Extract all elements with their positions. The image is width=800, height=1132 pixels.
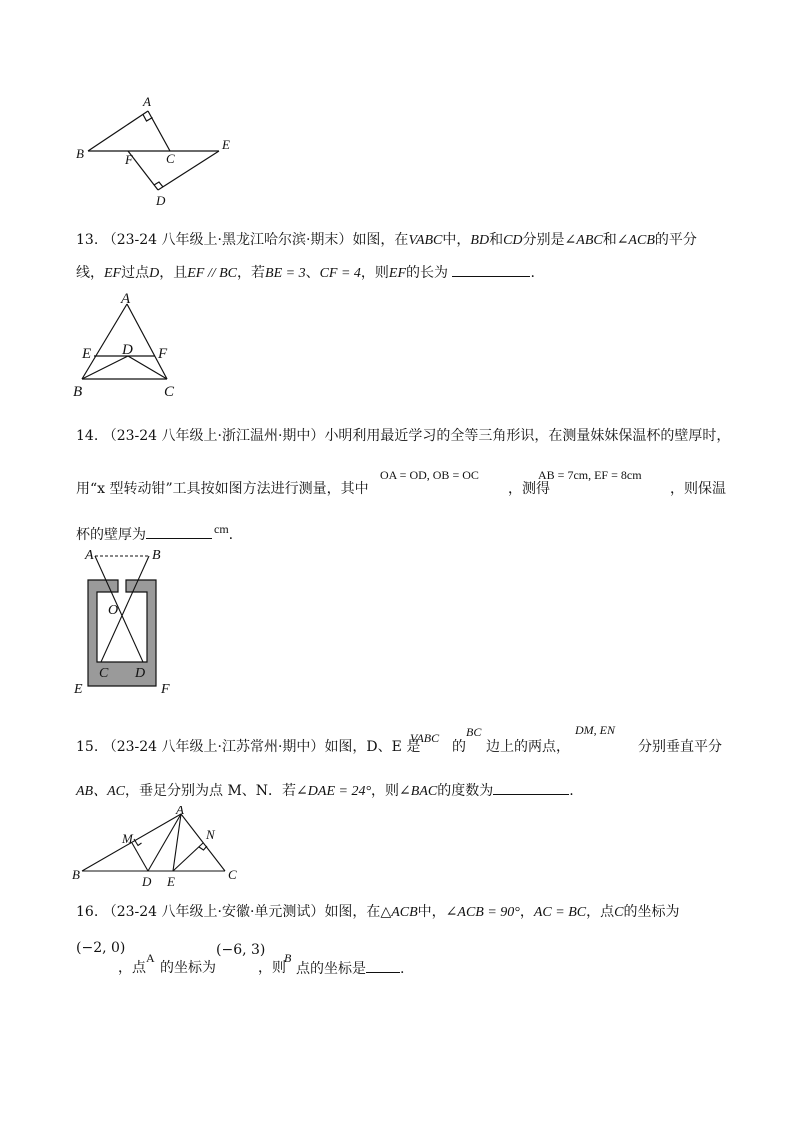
question-13-line2: 线，EF过点D，且EF // BC，若BE = 3、CF = 4，则EF的长为 .: [76, 262, 535, 284]
figure-q12: [70, 90, 250, 215]
question-number: 13.: [76, 232, 99, 248]
question-14-line3: 杯的壁厚为 cm.: [76, 522, 234, 543]
label-b: B: [76, 146, 84, 161]
figure-q15: [70, 806, 250, 888]
figure-q14: [72, 546, 192, 698]
question-15-two-points: 边上的两点，: [486, 739, 570, 755]
label-b: B: [72, 867, 80, 882]
question-16-line1: 16. （23-24 八年级上·安徽·单元测试）如图，在△ACB中，∠ACB = 90°，AC = BC，点C的坐标为: [76, 904, 680, 920]
label-f: F: [158, 346, 168, 362]
question-16-c-coord: (−2, 0): [76, 940, 126, 956]
question-number: 14.: [76, 428, 99, 444]
label-e: E: [74, 682, 83, 697]
question-16-line2: ，点: [118, 960, 146, 976]
label-e: E: [82, 346, 92, 362]
question-15-de: 的: [452, 739, 466, 755]
question-number: 16.: [76, 904, 99, 920]
label-e: E: [167, 874, 175, 888]
label-o: O: [108, 603, 119, 618]
question-number: 15.: [76, 739, 99, 755]
question-13-line1: 13. （23-24 八年级上·黑龙江哈尔滨·期末）如图，在VABC中，BD和CD分别是∠ABC和∠ACB的平分: [76, 232, 697, 248]
label-d: D: [135, 666, 146, 681]
question-15-perp: 分别垂直平分: [638, 739, 722, 755]
side-bc: BC: [466, 725, 482, 739]
point-a: A: [146, 951, 155, 965]
label-f: F: [161, 682, 170, 697]
question-14-measured: ，测得: [508, 481, 550, 497]
answer-blank[interactable]: [146, 524, 212, 539]
point-b: B: [284, 951, 292, 965]
label-a: A: [85, 548, 94, 563]
label-d: D: [142, 874, 152, 888]
label-f: F: [125, 152, 133, 167]
question-14-condition-1: OA = OD, OB = OC: [380, 468, 479, 482]
label-c: C: [228, 867, 237, 882]
question-source: （23-24 八年级上·浙江温州·期中）: [102, 428, 325, 444]
figure-q13: [70, 288, 190, 400]
triangle-abc: VABC: [410, 731, 440, 745]
label-e: E: [222, 137, 230, 152]
question-14-condition-2: AB = 7cm, EF = 8cm: [538, 468, 642, 482]
question-15-line2: AB、AC，垂足分别为点 M、N．若∠DAE = 24°，则∠BAC的度数为 .: [76, 780, 574, 802]
label-c: C: [99, 666, 109, 681]
question-source: （23-24 八年级上·黑龙江哈尔滨·期末）: [102, 232, 353, 248]
label-b: B: [73, 384, 83, 400]
question-15-line1: 15. （23-24 八年级上·江苏常州·期中）如图，D、E 是: [76, 739, 421, 755]
label-c: C: [166, 151, 175, 166]
label-d: D: [156, 193, 166, 208]
answer-blank[interactable]: [366, 958, 400, 973]
label-a: A: [176, 806, 184, 817]
question-14-line1: 14. （23-24 八年级上·浙江温州·期中）小明利用最近学习的全等三角形识，在测量妹妹保温杯的壁厚时，: [76, 428, 731, 444]
answer-blank[interactable]: [493, 780, 569, 795]
question-16-line2-end: 点的坐标是 .: [296, 958, 404, 979]
label-a: A: [121, 291, 131, 307]
question-14-line2-end: ，则保温: [670, 481, 726, 497]
label-d: D: [122, 342, 133, 358]
answer-blank[interactable]: [452, 262, 530, 277]
label-c: C: [164, 384, 175, 400]
question-16-a-coord: (−6, 3): [216, 942, 266, 958]
question-14-line2: 用“x 型转动钳”工具按如图方法进行测量，其中: [76, 481, 369, 497]
question-16-a-text: 的坐标为: [160, 960, 216, 976]
question-source: （23-24 八年级上·江苏常州·期中）: [102, 739, 325, 755]
question-source: （23-24 八年级上·安徽·单元测试）: [102, 904, 325, 920]
label-b: B: [152, 548, 161, 563]
label-a: A: [143, 94, 151, 109]
label-m: M: [122, 831, 133, 846]
lines-dm-en: DM, EN: [575, 723, 615, 737]
question-16-then: ，则: [258, 960, 286, 976]
label-n: N: [206, 827, 215, 842]
